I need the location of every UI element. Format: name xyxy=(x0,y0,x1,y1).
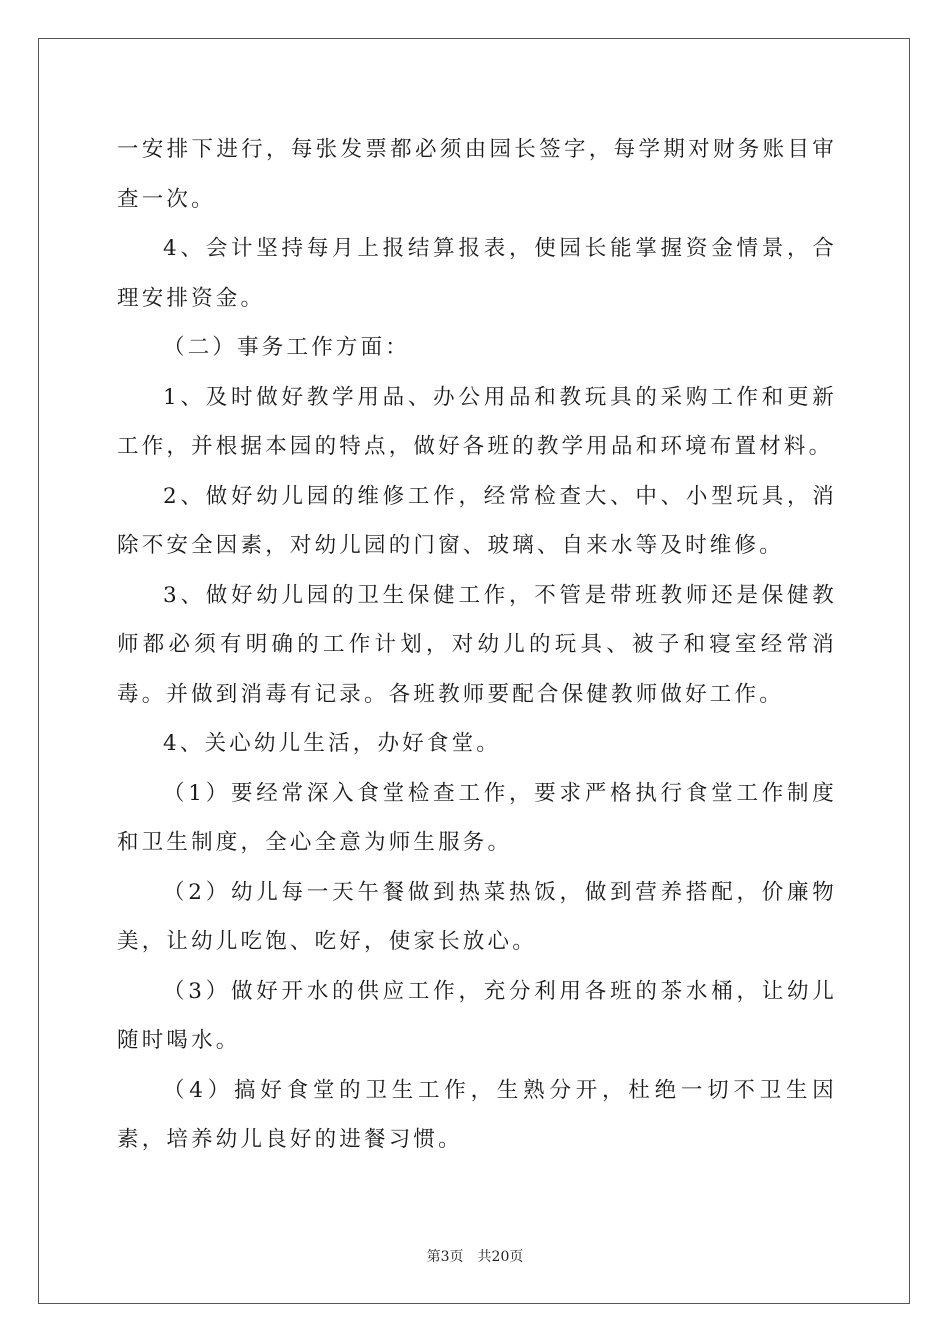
paragraph-5: 2、做好幼儿园的维修工作，经常检查大、中、小型玩具，消除不安全因素，对幼儿园的门窗、玻璃、自来水等及时维修。 xyxy=(117,483,837,558)
paragraph-11: （4）搞好食堂的卫生工作，生熟分开，杜绝一切不卫生因素，培养幼儿良好的进餐习惯。 xyxy=(117,1077,837,1152)
paragraph-6: 3、做好幼儿园的卫生保健工作，不管是带班教师还是保健教师都必须有明确的工作计划，对幼儿的玩具、被子和寝室经常消毒。并做到消毒有记录。各班教师要配合保健教师做好工作。 xyxy=(117,582,837,707)
paragraph-9: （2）幼儿每一天午餐做到热菜热饭，做到营养搭配，价廉物美，让幼儿吃饱、吃好，使家长放心。 xyxy=(117,879,837,954)
paragraph-1: 一安排下进行，每张发票都必须由园长签字，每学期对财务账目审查一次。 xyxy=(117,137,837,212)
paragraph-10: （3）做好开水的供应工作，充分利用各班的茶水桶，让幼儿随时喝水。 xyxy=(117,978,837,1053)
page-total: 共20页 xyxy=(477,1249,524,1265)
page-number: 第3页 xyxy=(426,1249,464,1265)
section-heading: （二）事务工作方面： xyxy=(163,335,411,360)
paragraph-8: （1）要经常深入食堂检查工作，要求严格执行食堂工作制度和卫生制度，全心全意为师生服务。 xyxy=(117,780,837,855)
paragraph-2: 4、会计坚持每月上报结算报表，使园长能掌握资金情景，合理安排资金。 xyxy=(117,236,837,311)
page-footer xyxy=(0,1246,950,1266)
paragraph-7: 4、关心幼儿生活，办好食堂。 xyxy=(163,731,501,756)
document-body xyxy=(117,125,837,1165)
paragraph-4: 1、及时做好教学用品、办公用品和教玩具的采购工作和更新工作，并根据本园的特点，做好各班的教学用品和环境布置材料。 xyxy=(117,384,837,459)
